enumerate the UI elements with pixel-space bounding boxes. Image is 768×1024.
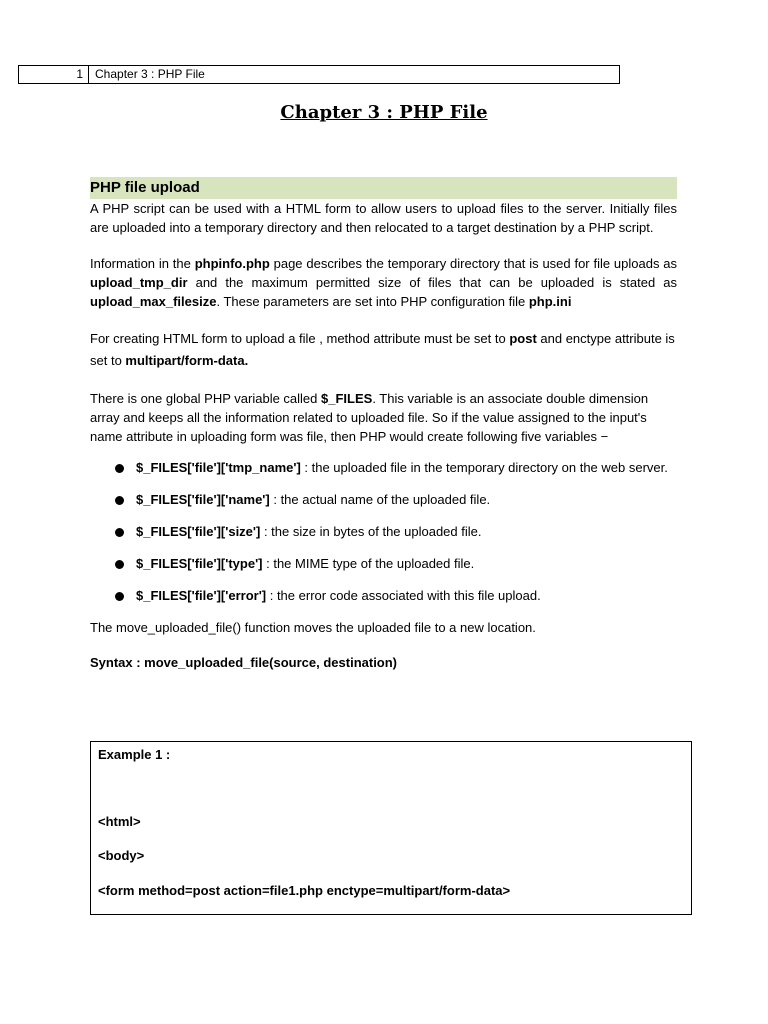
bullet-icon — [115, 464, 124, 473]
document-title: Chapter 3 : PHP File — [280, 102, 488, 123]
page-number: 1 — [19, 66, 89, 83]
para3-text-1: For creating HTML form to upload a file , method attribute must be set to — [90, 331, 510, 346]
main-content — [90, 177, 677, 672]
header-chapter-title: Chapter 3 : PHP File — [95, 67, 205, 81]
variable-desc: : the error code associated with this file upload. — [266, 588, 541, 603]
para2-text-2: page describes the temporary directory that is used for file uploads as — [269, 256, 677, 271]
bullet-icon — [115, 592, 124, 601]
para3-text-2: and enctype attribute is set to — [90, 331, 675, 368]
variable-name: $_FILES['file']['name'] — [136, 492, 270, 507]
para2-text-1: Information in the — [90, 256, 195, 271]
phpinfo-paragraph — [90, 254, 677, 311]
para2-text-3: and the maximum permitted size of files that can be uploaded is stated as — [187, 275, 677, 290]
para2-bold-1: phpinfo.php — [194, 256, 270, 271]
list-item — [90, 458, 677, 477]
syntax-line: Syntax : move_uploaded_file(source, destination) — [90, 655, 398, 670]
section-heading: PHP file upload — [90, 177, 677, 199]
bullet-icon — [115, 496, 124, 505]
code-line: <body> — [98, 848, 145, 863]
para3-bold-1: post — [509, 331, 537, 346]
form-paragraph — [90, 328, 677, 372]
para4-text-1: There is one global PHP variable called — [90, 391, 322, 406]
variable-desc: : the uploaded file in the temporary directory on the web server. — [300, 460, 668, 475]
para2-text-4: . These parameters are set into PHP configuration file — [216, 294, 529, 309]
example-box — [90, 741, 692, 915]
variable-name: $_FILES['file']['type'] — [136, 556, 263, 571]
list-item — [90, 554, 677, 573]
variable-desc: : the MIME type of the uploaded file. — [262, 556, 475, 571]
para3-bold-2: multipart/form-data. — [125, 353, 249, 368]
files-paragraph — [90, 389, 677, 446]
files-variable-list — [90, 458, 677, 605]
variable-name: $_FILES['file']['size'] — [136, 524, 261, 539]
bullet-icon — [115, 560, 124, 569]
para2-bold-4: php.ini — [528, 294, 572, 309]
para2-bold-3: upload_max_filesize — [90, 294, 217, 309]
intro-paragraph: A PHP script can be used with a HTML form to allow users to upload files to the server. Initially files are uploaded into a temporary directory and then relocated to a target destination by a PHP script. — [90, 201, 677, 235]
variable-name: $_FILES['file']['error'] — [136, 588, 267, 603]
move-uploaded-paragraph: The move_uploaded_file() function moves the uploaded file to a new location. — [90, 620, 536, 635]
page-header — [18, 65, 620, 84]
para4-bold-1: $_FILES — [321, 391, 373, 406]
variable-desc: : the actual name of the uploaded file. — [269, 492, 491, 507]
example-title: Example 1 : — [98, 747, 171, 762]
para2-bold-2: upload_tmp_dir — [90, 275, 188, 290]
code-line: <form method=post action=file1.php enctype=multipart/form-data> — [98, 883, 511, 898]
variable-desc: : the size in bytes of the uploaded file. — [260, 524, 482, 539]
list-item — [90, 490, 677, 509]
para4-text-2: . This variable is an associate double dimension array and keeps all the information related to uploaded file. So if the value assigned to the input's name attribute in uploading form was file, then PHP would create following five variables − — [90, 391, 649, 444]
variable-name: $_FILES['file']['tmp_name'] — [136, 460, 301, 475]
list-item — [90, 586, 677, 605]
code-line: <html> — [98, 814, 141, 829]
list-item — [90, 522, 677, 541]
bullet-icon — [115, 528, 124, 537]
